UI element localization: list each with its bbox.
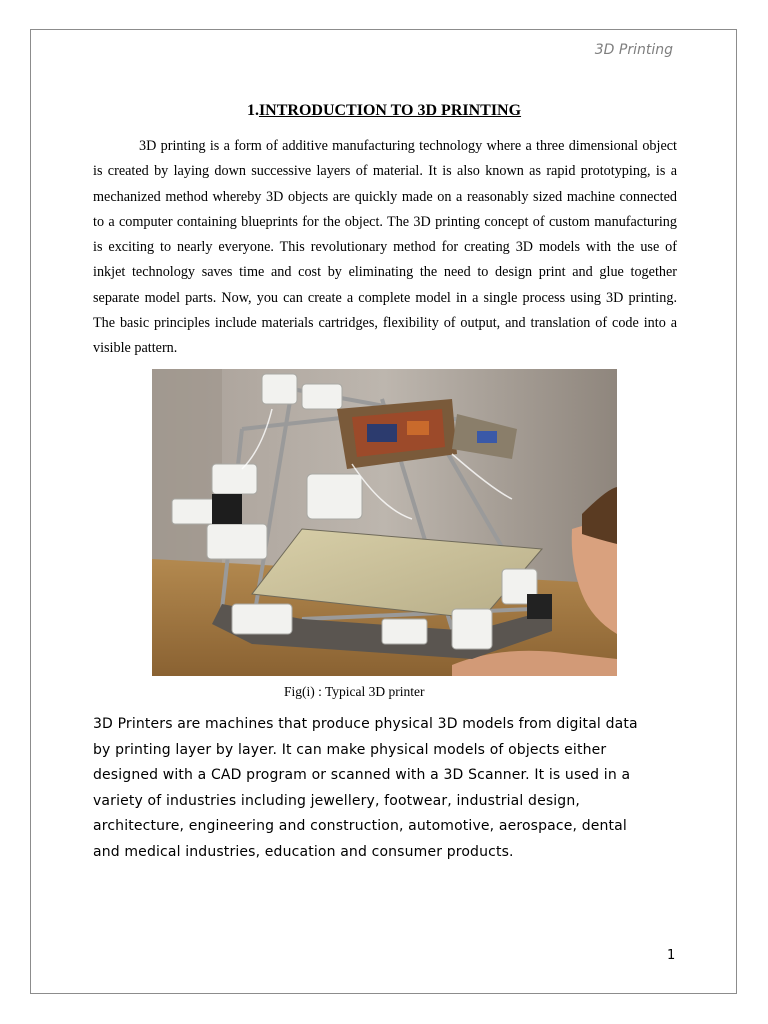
section-number: 1. [246,102,259,119]
running-header: 3D Printing [594,42,673,58]
section-title [0,102,768,120]
printer-photo [152,369,617,676]
body-paragraph: 3D Printers are machines that produce physical 3D models from digital data by printing layer by layer. It can make physical models of objects either designed with a CAD program or scanned with a 3D Scanner. It is used in a variety of industries including jewellery, footwear, industrial design, architecture, engineering and construction, automotive, aerospace, dental and medical industries, education and consumer products. [93,716,638,860]
section-title-text: INTRODUCTION TO 3D PRINTING [258,102,522,119]
page-number: 1 [667,948,676,963]
figure-caption: Fig(i) : Typical 3D printer [284,684,425,699]
intro-paragraph: 3D printing is a form of additive manufacturing technology where a three dimensional object is created by laying down successive layers of material. It is also known as rapid prototyping, is a mechanized method whereby 3D objects are quickly made on a reasonably sized machine connected to a computer containing blueprints for the object. The 3D printing concept of custom manufacturing is exciting to nearly everyone. This revolutionary method for creating 3D models with the use of inkjet technology saves time and cost by eliminating the need to design print and glue together separate model parts. Now, you can create a complete model in a single process using 3D printing. The basic principles include materials cartridges, flexibility of output, and translation of code into a visible pattern. [93,138,677,357]
